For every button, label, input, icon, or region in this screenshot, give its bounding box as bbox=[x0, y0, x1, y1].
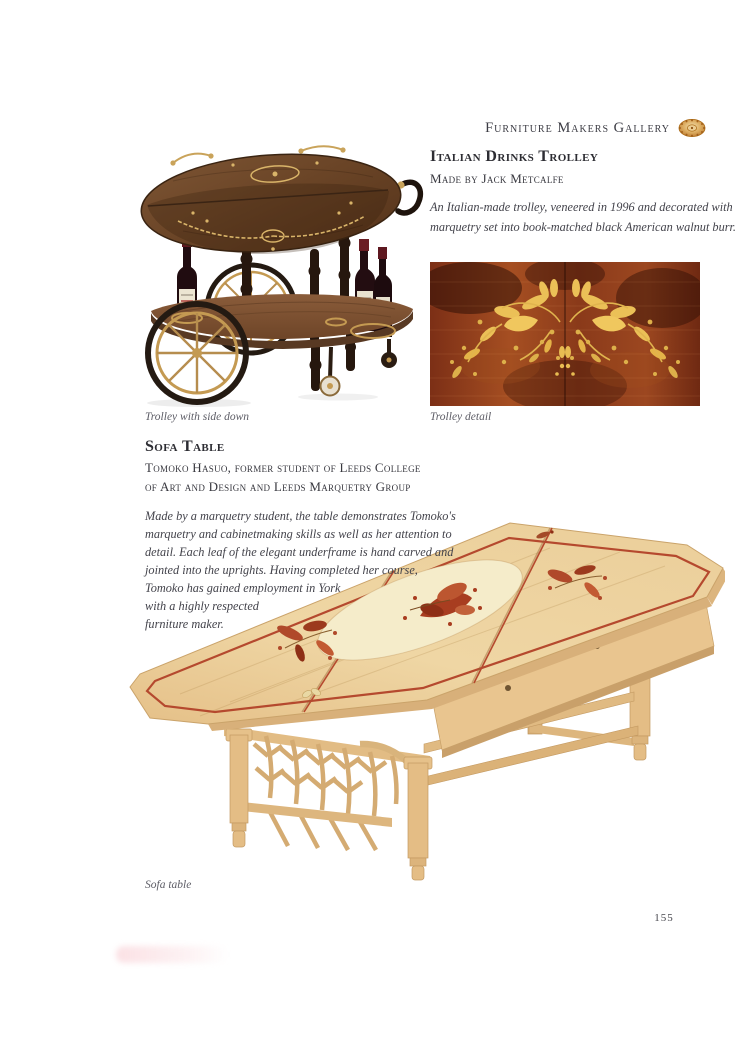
description-line: Tomoko has gained employment in York bbox=[145, 581, 341, 595]
left-end-underframe bbox=[224, 726, 432, 880]
trolley-description bbox=[430, 197, 736, 237]
trolley-detail-caption: Trolley detail bbox=[430, 411, 492, 423]
trolley-front-wheel bbox=[148, 304, 246, 402]
byline-line: of Art and Design and Leeds Marquetry Group bbox=[145, 478, 411, 494]
trolley-title: Italian Drinks Trolley bbox=[430, 148, 599, 165]
trolley-detail-photo bbox=[430, 262, 700, 406]
table-leg bbox=[404, 757, 432, 880]
description-line: jointed into the uprights. Having completed her course, bbox=[145, 563, 418, 577]
trolley-photo-caption: Trolley with side down bbox=[145, 411, 250, 423]
sofa-title: Sofa Table bbox=[145, 438, 225, 455]
description-line: Made by a marquetry student, the table demonstrates Tomoko's bbox=[145, 509, 456, 523]
casters bbox=[321, 339, 398, 396]
description-line: furniture maker. bbox=[145, 617, 224, 631]
sofa-byline bbox=[145, 459, 421, 496]
rosette-icon bbox=[677, 117, 707, 139]
sofa-photo-caption: Sofa table bbox=[145, 879, 192, 891]
description-line: marquetry and cabinetmaking skills as well as her attention to bbox=[145, 527, 452, 541]
description-line: detail. Each leaf of the elegant underframe is hand carved and bbox=[145, 545, 454, 559]
sofa-description bbox=[145, 507, 456, 633]
print-smudge bbox=[116, 946, 228, 963]
trolley-byline: Made by Jack Metcalfe bbox=[430, 171, 564, 186]
page-header bbox=[485, 117, 707, 139]
table-leg bbox=[226, 729, 252, 847]
trolley-photo bbox=[133, 141, 425, 409]
page-number: 155 bbox=[654, 912, 674, 924]
description-line: with a highly respected bbox=[145, 599, 259, 613]
description-line: marquetry set into book-matched black American walnut burr. bbox=[430, 220, 737, 234]
description-line: An Italian-made trolley, veneered in 1996 and decorated with bbox=[430, 200, 733, 214]
gallery-header-title: Furniture Makers Gallery bbox=[485, 119, 670, 136]
byline-line: Tomoko Hasuo, former student of Leeds College bbox=[145, 460, 421, 475]
